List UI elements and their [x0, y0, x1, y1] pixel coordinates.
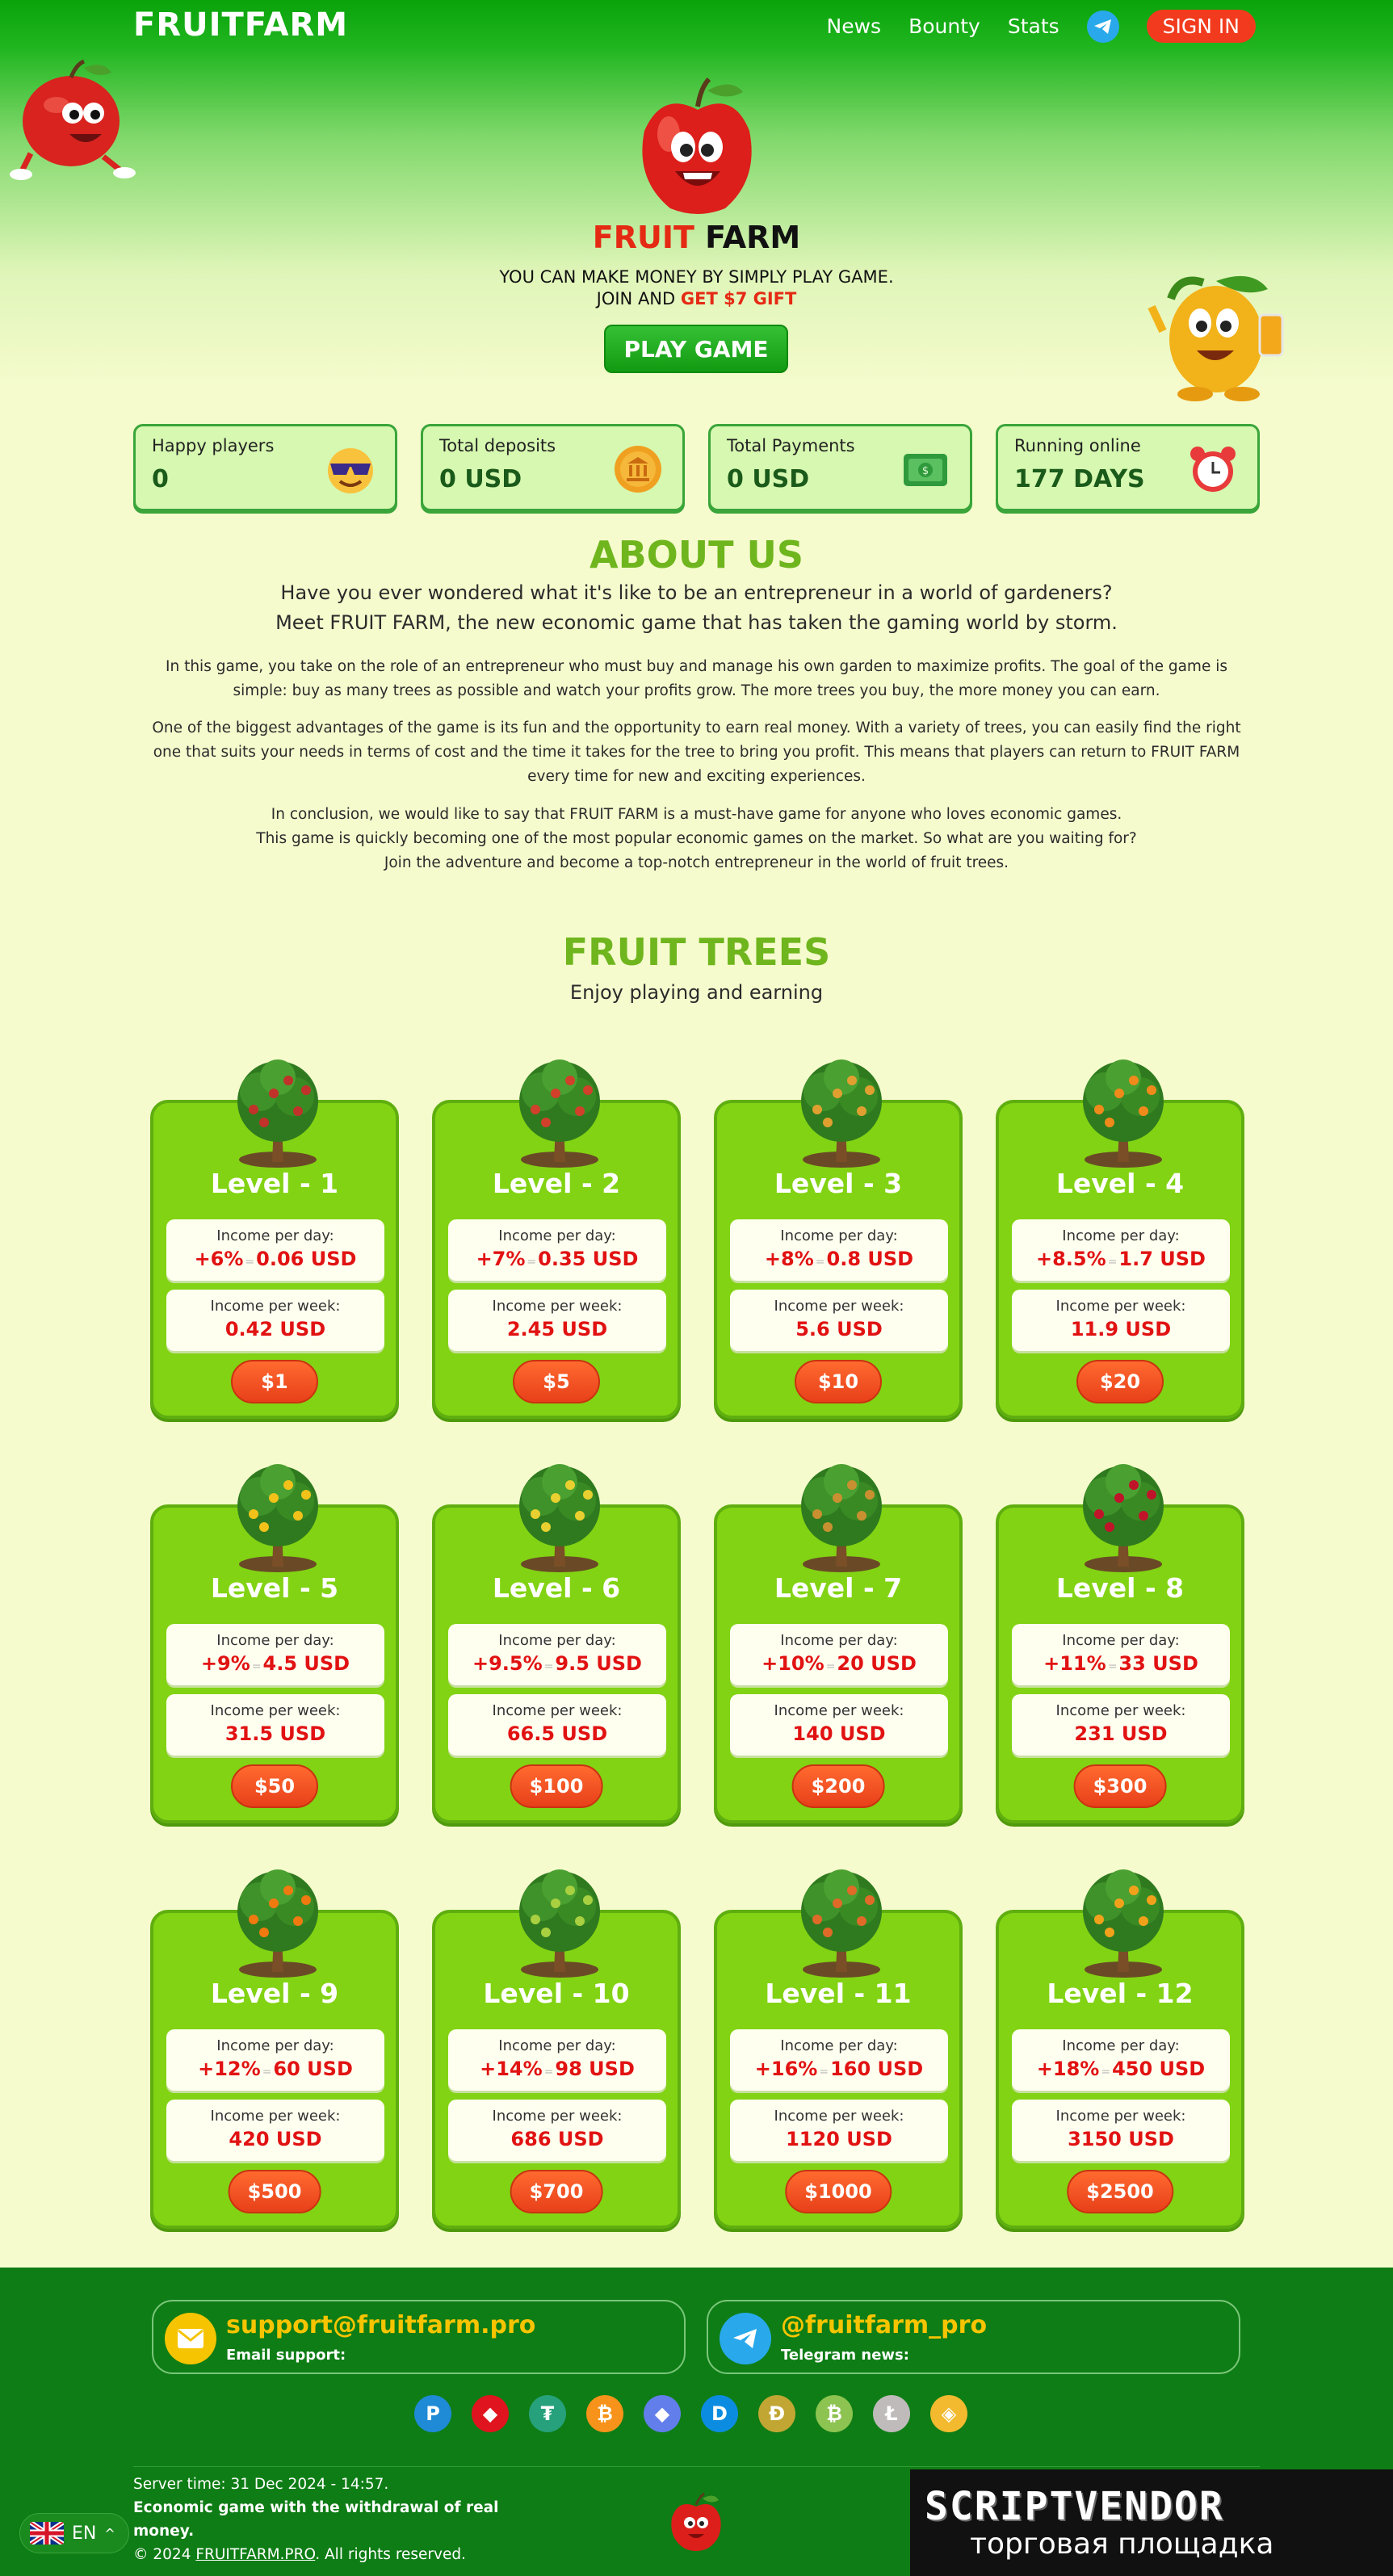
income-per-day-value [448, 2058, 666, 2080]
tree-card [150, 1910, 399, 2229]
income-per-day-box [1012, 1624, 1230, 1685]
about-paragraph-3b: This game is quickly becoming one of the most popular economic games on the market. So what are you waiting for? [256, 830, 1137, 847]
buy-tree-button[interactable]: $50 [231, 1764, 318, 1808]
stats-row [133, 424, 1260, 511]
income-day-amount: 20 USD [837, 1652, 917, 1675]
tree-card [432, 1910, 681, 2229]
top-nav [827, 10, 1256, 43]
income-per-week-value: 3150 USD [1068, 2128, 1174, 2150]
hero-title-dark: FARM [694, 220, 801, 255]
income-per-day-box [166, 2029, 384, 2091]
income-per-week-box [730, 1694, 948, 1756]
litecoin-icon: Ł [873, 2395, 910, 2432]
tether-icon: ₮ [529, 2395, 566, 2432]
dogecoin-icon: Ð [758, 2395, 795, 2432]
nav-news[interactable]: News [826, 15, 882, 38]
scriptvendor-watermark [910, 2469, 1393, 2576]
level-title: Level - 6 [492, 1572, 621, 1604]
buy-tree-button[interactable]: $1000 [785, 2170, 892, 2213]
income-percent: +9% [200, 1652, 250, 1675]
income-per-day-value [730, 2058, 948, 2080]
footer-divider [133, 2466, 1260, 2467]
tree-icon [499, 1458, 620, 1575]
income-per-week-label: Income per week: [210, 1702, 341, 1719]
copyright-prefix: © 2024 [133, 2546, 196, 2563]
equals-sign: = [527, 1256, 537, 1269]
bitcoin-cash-icon: ₿ [816, 2395, 853, 2432]
tree-icon [1063, 1863, 1184, 1980]
fruit-trees-title: FRUIT TREES [562, 930, 831, 974]
buy-tree-button[interactable]: $5 [513, 1360, 600, 1403]
income-per-week-label: Income per week: [210, 2108, 341, 2125]
income-percent: +18% [1036, 2058, 1100, 2080]
telegram-handle[interactable]: @fruitfarm_pro [781, 2311, 988, 2339]
buy-tree-button[interactable]: $10 [795, 1360, 882, 1403]
income-per-week-label: Income per week: [492, 1702, 623, 1719]
footer [0, 2268, 1393, 2576]
income-day-amount: 160 USD [830, 2058, 924, 2080]
stat-value: 177 DAYS [1014, 465, 1145, 493]
bank-coin-icon [611, 443, 665, 496]
tree-card [996, 1504, 1244, 1823]
hero-gift: GET $7 GIFT [680, 289, 797, 308]
buy-tree-button[interactable]: $300 [1074, 1764, 1167, 1808]
hero-line-1: YOU CAN MAKE MONEY BY SIMPLY PLAY GAME. [499, 267, 894, 287]
tagline-line-2: money. [133, 2523, 195, 2540]
telegram-news-box[interactable] [707, 2300, 1240, 2374]
income-per-day-label: Income per day: [1062, 1227, 1180, 1244]
telegram-icon [720, 2313, 771, 2364]
sunglasses-emoji-icon [324, 443, 377, 496]
copyright [133, 2543, 466, 2566]
income-day-amount: 9.5 USD [555, 1652, 642, 1675]
level-title: Level - 2 [492, 1168, 621, 1199]
income-per-week-box [166, 1290, 384, 1351]
payment-methods [414, 2395, 967, 2432]
income-day-amount: 450 USD [1112, 2058, 1206, 2080]
income-per-week-box [730, 2100, 948, 2161]
level-title: Level - 7 [774, 1572, 903, 1604]
nav-stats[interactable]: Stats [1007, 15, 1059, 38]
tron-icon: ◆ [472, 2395, 509, 2432]
ethereum-icon: ◆ [644, 2395, 681, 2432]
income-per-day-label: Income per day: [498, 1632, 616, 1649]
site-logo[interactable]: FRUITFARM [133, 6, 349, 44]
income-per-day-box [730, 1219, 948, 1281]
tree-card [714, 1910, 963, 2229]
language-code: EN [72, 2523, 97, 2544]
buy-tree-button[interactable]: $20 [1076, 1360, 1164, 1403]
support-email[interactable]: support@fruitfarm.pro [226, 2311, 536, 2339]
stat-label: Running online [1014, 436, 1141, 455]
level-title: Level - 9 [210, 1978, 339, 2009]
tree-card [996, 1100, 1244, 1419]
income-per-week-value: 2.45 USD [506, 1318, 608, 1340]
income-per-week-box [448, 1694, 666, 1756]
buy-tree-button[interactable]: $500 [229, 2170, 321, 2213]
copyright-suffix: . All rights reserved. [315, 2546, 466, 2563]
income-percent: +11% [1043, 1652, 1106, 1675]
tree-icon [1063, 1053, 1184, 1170]
income-per-day-box [448, 1624, 666, 1685]
tree-card [714, 1504, 963, 1823]
running-apple-mascot [6, 57, 144, 186]
income-percent: +6% [194, 1248, 244, 1270]
income-per-week-box [166, 2100, 384, 2161]
equals-sign: = [1107, 1256, 1118, 1269]
hero-subtitle [0, 266, 1393, 310]
equals-sign: = [825, 1660, 836, 1673]
email-support-label: Email support: [226, 2347, 346, 2364]
income-percent: +8% [764, 1248, 814, 1270]
hero-section [0, 0, 1393, 388]
income-per-day-box [166, 1219, 384, 1281]
income-per-day-value [1012, 1652, 1230, 1675]
income-per-week-label: Income per week: [774, 1298, 904, 1315]
income-per-week-value: 11.9 USD [1070, 1318, 1172, 1340]
tree-card [996, 1910, 1244, 2229]
stat-label: Total Payments [727, 436, 855, 455]
equals-sign: = [543, 1660, 554, 1673]
income-per-week-label: Income per week: [774, 2108, 904, 2125]
income-per-day-label: Income per day: [1062, 2037, 1180, 2054]
tree-icon [499, 1053, 620, 1170]
income-per-week-value: 1120 USD [786, 2128, 892, 2150]
stat-running-online [996, 424, 1260, 511]
income-per-day-label: Income per day: [498, 2037, 616, 2054]
income-per-day-label: Income per day: [1062, 1632, 1180, 1649]
equals-sign: = [245, 1256, 255, 1269]
income-percent: +14% [480, 2058, 543, 2080]
tree-icon [217, 1053, 338, 1170]
tagline-2 [133, 2519, 194, 2543]
income-per-day-value [166, 1652, 384, 1675]
income-per-week-label: Income per week: [774, 1702, 904, 1719]
income-per-day-label: Income per day: [780, 2037, 898, 2054]
income-per-day-label: Income per day: [780, 1632, 898, 1649]
income-percent: +10% [762, 1652, 824, 1675]
tree-icon [1063, 1458, 1184, 1575]
envelope-icon [165, 2313, 216, 2364]
tree-icon [217, 1863, 338, 1980]
hero-title-red: FRUIT [592, 220, 694, 255]
income-per-week-value: 140 USD [792, 1722, 886, 1745]
language-selector[interactable] [19, 2513, 129, 2553]
income-per-week-box [1012, 2100, 1230, 2161]
about-paragraph-3a: In conclusion, we would like to say that FRUIT FARM is a must-have game for anyone who loves economic games. [271, 806, 1122, 823]
tree-card [432, 1100, 681, 1419]
buy-tree-button[interactable]: $200 [792, 1764, 885, 1808]
hero-line-2 [0, 288, 1393, 310]
income-per-week-box [1012, 1290, 1230, 1351]
stat-label: Total deposits [439, 436, 556, 455]
about-lead-2: Meet FRUIT FARM, the new economic game that has taken the gaming world by storm. [275, 611, 1118, 634]
income-per-day-box [1012, 2029, 1230, 2091]
buy-tree-button[interactable]: $100 [510, 1764, 603, 1808]
income-per-week-value: 420 USD [229, 2128, 322, 2150]
income-per-week-box [448, 1290, 666, 1351]
level-title: Level - 5 [210, 1572, 339, 1604]
level-title: Level - 11 [765, 1978, 912, 2009]
apple-mascot [630, 74, 763, 220]
watermark-big: SCRIPTVENDOR [925, 2484, 1224, 2529]
level-title: Level - 3 [774, 1168, 903, 1199]
buy-tree-button[interactable]: $1 [231, 1360, 318, 1403]
income-per-day-value [166, 2058, 384, 2080]
equals-sign: = [251, 1660, 262, 1673]
income-day-amount: 0.35 USD [538, 1248, 639, 1270]
about-paragraph-3c: Join the adventure and become a top-notch entrepreneur in the world of fruit trees. [384, 854, 1009, 871]
tree-card [150, 1504, 399, 1823]
equals-sign: = [543, 2066, 554, 2079]
play-game-button[interactable]: PLAY GAME [604, 325, 788, 373]
income-per-day-label: Income per day: [216, 2037, 334, 2054]
server-time: Server time: 31 Dec 2024 - 14:57. [133, 2476, 389, 2493]
svg-text:$: $ [921, 465, 929, 477]
income-percent: +7% [476, 1248, 526, 1270]
payeer-icon: P [414, 2395, 451, 2432]
income-per-week-label: Income per week: [1055, 1298, 1186, 1315]
about-paragraph-2: One of the biggest advantages of the game is its fun and the opportunity to earn real money. With a variety of trees, you can easily find the right one that suits your needs in terms of cost and the time it takes for the tree to bring you profit. This means that players can return to FRUIT FARM every time for new and exciting experiences. [152, 720, 1241, 785]
income-per-week-value: 231 USD [1074, 1722, 1168, 1745]
nav-bounty[interactable]: Bounty [908, 15, 980, 38]
equals-sign: = [1101, 2066, 1111, 2079]
tagline-line-1: Economic game with the withdrawal of real [133, 2499, 499, 2516]
income-per-day-value [730, 1248, 948, 1270]
cash-icon [899, 443, 952, 496]
about-title: ABOUT US [590, 533, 803, 577]
level-title: Level - 8 [1055, 1572, 1185, 1604]
income-per-day-label: Income per day: [780, 1227, 898, 1244]
income-per-week-value: 31.5 USD [224, 1722, 326, 1745]
income-per-day-value [730, 1652, 948, 1675]
income-per-day-value [166, 1248, 384, 1270]
apple-mascot-small [667, 2492, 725, 2553]
income-per-week-value: 5.6 USD [795, 1318, 883, 1340]
income-day-amount: 33 USD [1118, 1652, 1198, 1675]
income-per-day-value [1012, 1248, 1230, 1270]
equals-sign: = [819, 2066, 829, 2079]
buy-tree-button[interactable]: $2500 [1067, 2170, 1173, 2213]
stat-value: 0 [152, 465, 169, 493]
tree-icon [499, 1863, 620, 1980]
stat-value: 0 USD [727, 465, 810, 493]
stat-label: Happy players [152, 436, 275, 455]
income-per-week-label: Income per week: [492, 2108, 623, 2125]
income-per-week-value: 66.5 USD [506, 1722, 608, 1745]
tree-card [432, 1504, 681, 1823]
income-per-day-box [166, 1624, 384, 1685]
uk-flag-icon [30, 2522, 64, 2545]
tree-card [150, 1100, 399, 1419]
income-per-day-box [1012, 1219, 1230, 1281]
income-per-week-value: 686 USD [510, 2128, 604, 2150]
alarm-clock-icon [1186, 443, 1240, 496]
income-day-amount: 0.06 USD [256, 1248, 357, 1270]
sign-in-button[interactable]: SIGN IN [1147, 10, 1256, 43]
income-per-week-box [730, 1290, 948, 1351]
income-per-day-box [730, 1624, 948, 1685]
buy-tree-button[interactable]: $700 [510, 2170, 603, 2213]
stat-total-deposits [421, 424, 685, 511]
fruit-trees-subtitle: Enjoy playing and earning [569, 981, 824, 1004]
copyright-link[interactable]: FRUITFARM.PRO [195, 2546, 316, 2563]
dash-icon: D [701, 2395, 738, 2432]
watermark-small: торговая площадка [970, 2528, 1274, 2561]
income-per-day-value [1012, 2058, 1230, 2080]
about-lead-1: Have you ever wondered what it's like to be an entrepreneur in a world of gardeners? [280, 581, 1113, 604]
stat-total-payments [708, 424, 972, 511]
income-per-day-label: Income per day: [498, 1227, 616, 1244]
bnb-icon: ◈ [930, 2395, 967, 2432]
income-day-amount: 1.7 USD [1118, 1248, 1206, 1270]
hero-title [0, 220, 1393, 255]
income-percent: +12% [198, 2058, 261, 2080]
income-per-day-label: Income per day: [216, 1632, 334, 1649]
income-per-week-label: Income per week: [210, 1298, 341, 1315]
income-day-amount: 0.8 USD [826, 1248, 914, 1270]
tree-icon [781, 1458, 902, 1575]
chevron-up-icon: ^ [104, 2525, 115, 2541]
income-per-day-box [448, 1219, 666, 1281]
tree-icon [781, 1863, 902, 1980]
stat-value: 0 USD [439, 465, 522, 493]
equals-sign: = [262, 2066, 272, 2079]
income-per-day-box [730, 2029, 948, 2091]
hero-line-2-prefix: JOIN AND [596, 289, 681, 308]
income-per-week-value: 0.42 USD [224, 1318, 326, 1340]
income-day-amount: 98 USD [555, 2058, 635, 2080]
bitcoin-icon: ₿ [586, 2395, 623, 2432]
income-per-day-box [448, 2029, 666, 2091]
level-title: Level - 10 [483, 1978, 630, 2009]
income-day-amount: 60 USD [273, 2058, 353, 2080]
income-per-week-label: Income per week: [492, 1298, 623, 1315]
tree-icon [781, 1053, 902, 1170]
income-per-week-box [448, 2100, 666, 2161]
income-per-day-value [448, 1652, 666, 1675]
income-per-week-box [1012, 1694, 1230, 1756]
telegram-icon[interactable] [1087, 10, 1119, 43]
email-support-box[interactable] [152, 2300, 686, 2374]
income-per-week-label: Income per week: [1055, 1702, 1186, 1719]
income-percent: +8.5% [1036, 1248, 1106, 1270]
income-day-amount: 4.5 USD [262, 1652, 350, 1675]
level-title: Level - 1 [210, 1168, 339, 1199]
level-title: Level - 12 [1047, 1978, 1194, 2009]
income-per-week-box [166, 1694, 384, 1756]
income-per-day-label: Income per day: [216, 1227, 334, 1244]
stat-happy-players [133, 424, 397, 511]
equals-sign: = [1107, 1660, 1118, 1673]
telegram-news-label: Telegram news: [781, 2347, 909, 2364]
tree-icon [217, 1458, 338, 1575]
income-percent: +16% [754, 2058, 818, 2080]
income-percent: +9.5% [472, 1652, 543, 1675]
equals-sign: = [815, 1256, 825, 1269]
level-title: Level - 4 [1055, 1168, 1185, 1199]
income-per-day-value [448, 1248, 666, 1270]
income-per-week-label: Income per week: [1055, 2108, 1186, 2125]
tree-card [714, 1100, 963, 1419]
tagline-1 [133, 2496, 498, 2519]
about-paragraph-1: In this game, you take on the role of an entrepreneur who must buy and manage his own garden to maximize profits. The goal of the game is simple: buy as many trees as possible and watch your profits grow. The more trees you buy, the more money you can earn. [166, 658, 1227, 699]
